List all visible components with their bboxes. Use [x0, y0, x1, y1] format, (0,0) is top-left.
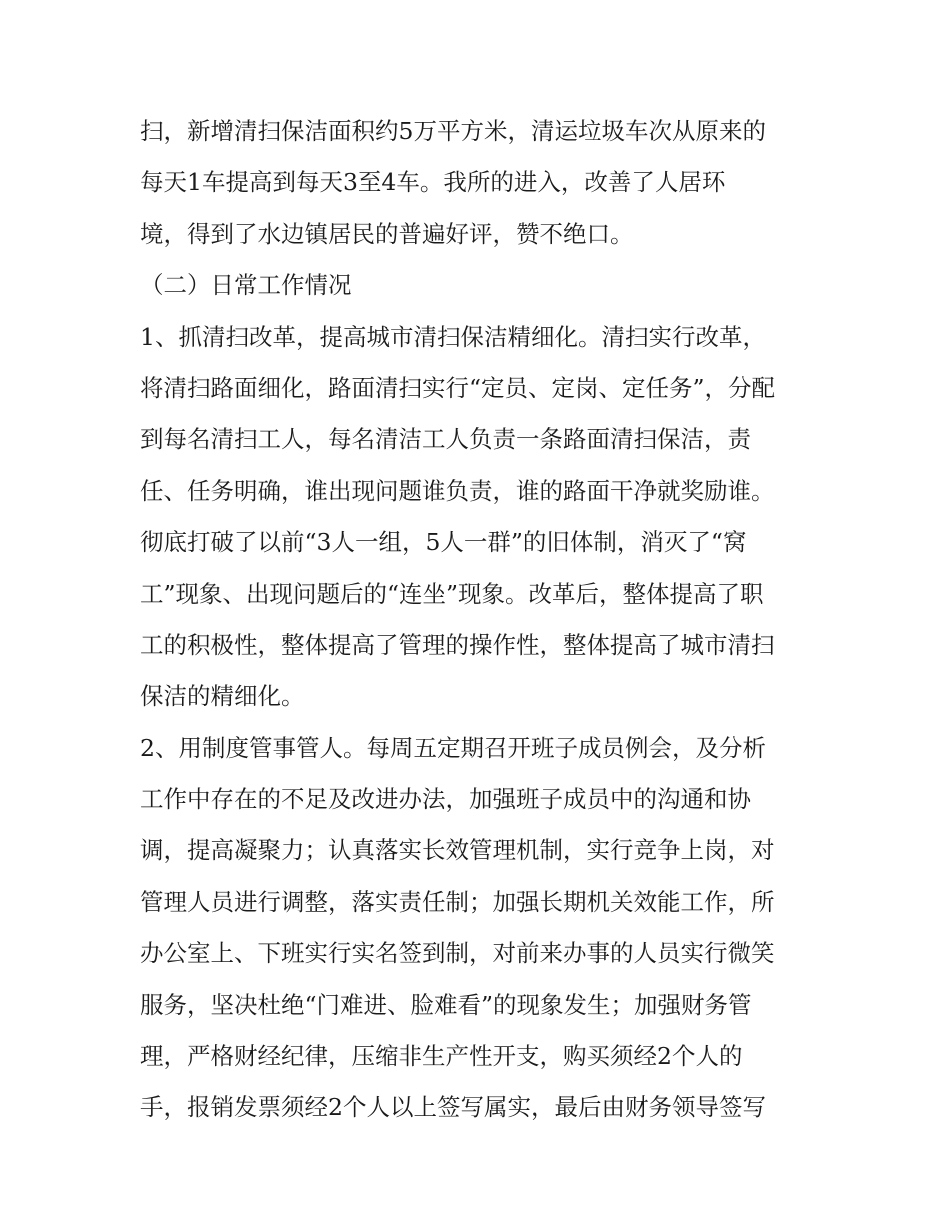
text-line: 任、任务明确，谁出现问题谁负责，谁的路面干净就奖励谁。: [140, 476, 775, 505]
text-line: 境，得到了水边镇居民的普遍好评，赞不绝口。: [140, 219, 634, 248]
text-line: 服务，坚决杜绝“门难进、脸难看”的现象发生；加强财务管: [140, 990, 752, 1019]
text-line: 调，提高凝聚力；认真落实长效管理机制，实行竞争上岗，对: [140, 836, 775, 865]
text-line: 到每名清扫工人，每名清洁工人负责一条路面清扫保洁，责: [140, 425, 751, 454]
text-line: 扫，新增清扫保洁面积约5万平方米，清运垃圾车次从原来的: [140, 117, 766, 145]
text-line: 工”现象、出现问题后的“连坐”现象。改革后，整体提高了职: [140, 579, 764, 608]
text-line: 保洁的精细化。: [140, 682, 305, 711]
text-line: 2、用制度管事管人。每周五定期召开班子成员例会，及分析: [140, 733, 766, 762]
text-line: 办公室上、下班实行实名签到制，对前来办事的人员实行微笑: [140, 939, 775, 968]
text-line: 管理人员进行调整，落实责任制；加强长期机关效能工作，所: [140, 887, 775, 916]
text-line: 每天1车提高到每天3至4车。我所的进入，改善了人居环: [140, 168, 726, 197]
document-body: [140, 106, 820, 1134]
text-line: 工作中存在的不足及改进办法，加强班子成员中的沟通和协: [140, 785, 751, 814]
text-line: 将清扫路面细化，路面清扫实行“定员、定岗、定任务”，分配: [140, 373, 776, 402]
text-line: 彻底打破了以前“3人一组，5人一群”的旧体制，消灭了“窝: [140, 528, 747, 557]
text-line: 理，严格财经纪律，压缩非生产性开支，购买须经2个人的: [140, 1042, 743, 1071]
section-heading: （二）日常工作情况: [140, 271, 352, 300]
text-line: 1、抓清扫改革，提高城市清扫保洁精细化。清扫实行改革，: [140, 322, 766, 351]
text-line: 工的积极性，整体提高了管理的操作性，整体提高了城市清扫: [140, 630, 775, 659]
text-line: 手，报销发票须经2个人以上签写属实，最后由财务领导签写: [140, 1093, 766, 1122]
